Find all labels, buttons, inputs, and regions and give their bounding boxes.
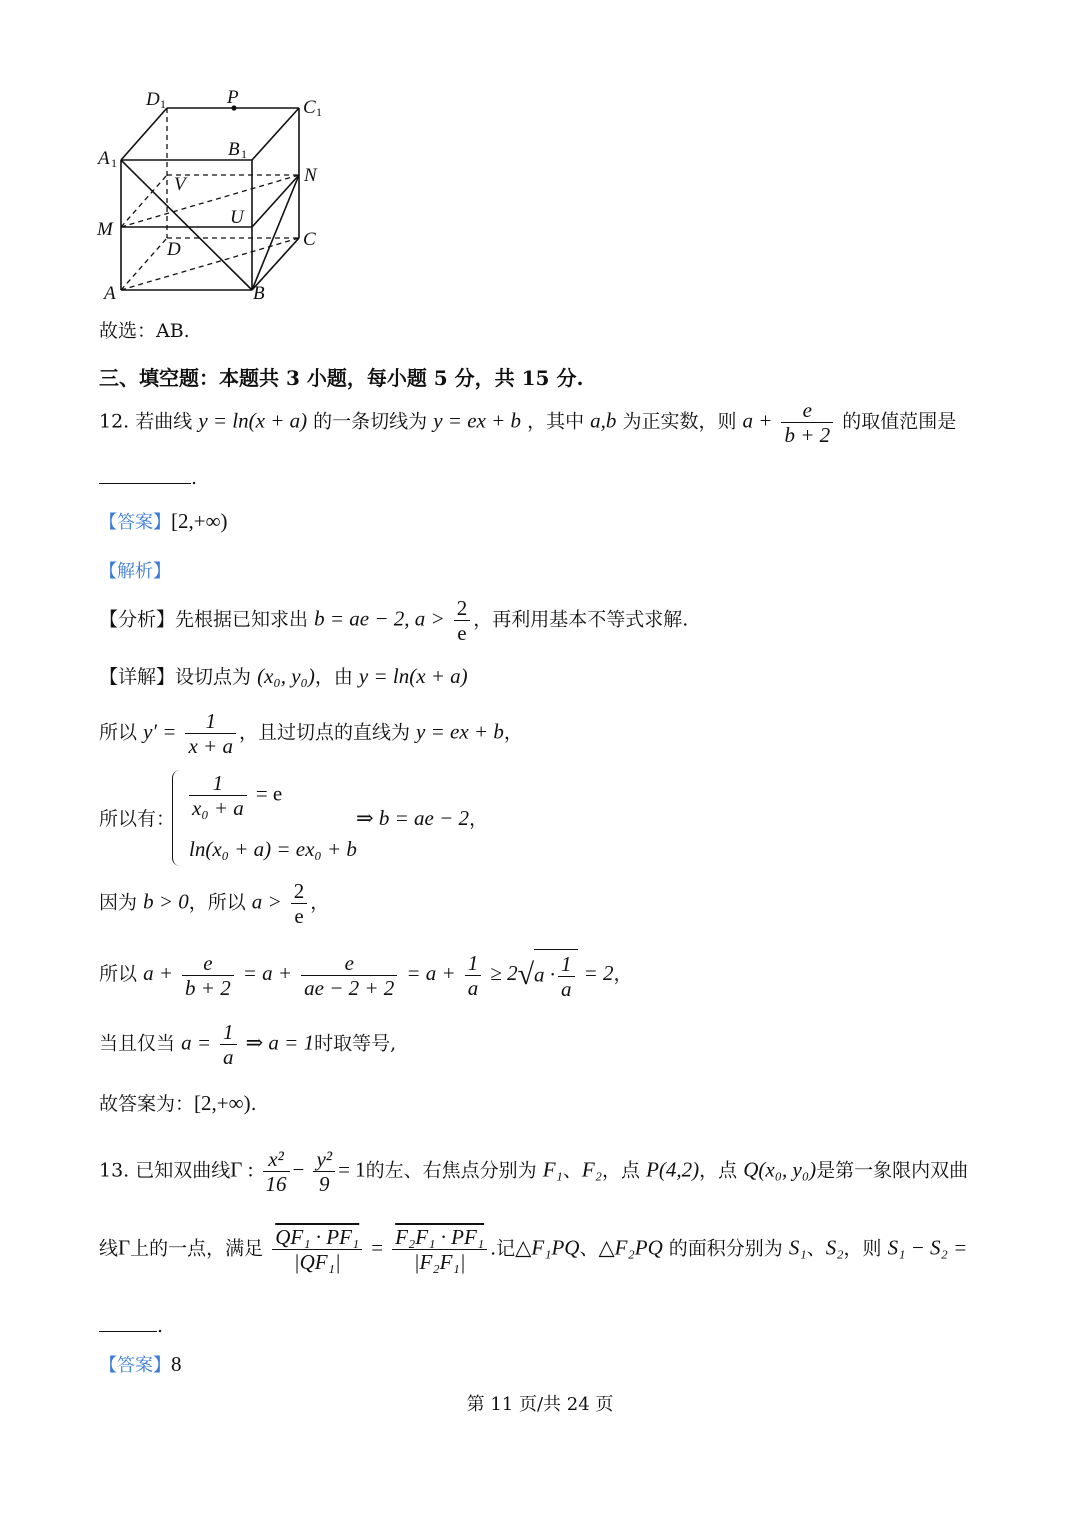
label-c1-sub: 1 [316,105,322,119]
q12-answer-blank: . [99,465,197,491]
q11-conclusion: 故选：AB. [99,320,190,342]
label-b1: B [228,139,240,160]
q12-answer: 【答案】[2,+∞) [99,509,228,533]
label-n: N [304,165,317,186]
label-m: M [97,219,113,240]
label-d: D [167,239,181,260]
q12-analysis-tag: 【解析】 [99,561,171,582]
label-d1-sub: 1 [160,97,166,111]
cube-figure [90,85,330,310]
section-heading: 三、填空题：本题共 3 小题，每小题 5 分，共 15 分. [99,366,584,390]
q12-system-result: ⇒ b = ae − 2， [356,806,489,830]
label-v: V [174,174,186,195]
label-u: U [230,207,244,228]
q12-system-eq2: ln(x₀ + a) = ex₀ + b [189,837,357,861]
q13-stem-line2: 线Γ上的一点，满足 $\frac{\text{QF₁ · PF₁}}{\text{|QF₁|}}$ = $\frac{\text{F₂F₁ · PF₁}}{\text{|F₂F₁|}}$ .记△F₁PQ、△F₂PQ 的面积分别为 S₁、S₂，则 S₁ − S₂ = [99,1225,968,1274]
label-c: C [303,229,316,250]
q13-answer-blank: . [99,1313,163,1339]
label-p: P [227,87,239,108]
q12-fraction: $\frac{e}{b + 2}$ [781,398,833,447]
q12-system-label: 所以有： [99,808,176,830]
label-a1-sub: 1 [111,156,117,170]
label-d1: D [146,89,160,110]
q12-system-eq1: $\frac{1}{\text{x₀ + a}}$ = e [186,771,282,820]
q12-line4: 因为 b > 0，所以 a > $\frac{2}{e}$ ， [99,879,330,928]
label-b1-sub: 1 [241,147,247,161]
q12-xiangjie: 【详解】设切点为 (x₀, y₀)，由 y = ln(x + a) [99,664,468,688]
label-b: B [253,283,265,304]
system-brace [172,770,185,866]
q12-final: 故答案为：[2,+∞). [99,1091,257,1115]
label-a1: A [98,148,110,169]
label-a: A [104,283,116,304]
q12-stem: 12. 若曲线 y = ln(x + a) 的一条切线为 y = ex + b ，其中 a,b 为正实数，则 a + $\frac{e}{b + 2}$ 的取值范围是 [99,398,957,447]
q12-line6: 当且仅当 a = $\frac{1}{a}$ ⇒ a = 1时取等号, [99,1020,397,1069]
page-footer: 第 11 页/共 24 页 [466,1394,614,1415]
q13-stem-line1: 13. 已知双曲线Γ : $\frac{\text{x²}}{16}$ − $\frac{\text{y²}}{9}$ = 1的左、右焦点分别为 F₁、F₂，点 P(4,2)，点 Q(x₀, y₀)是第一象限内双曲 [99,1147,969,1196]
q12-line2: 所以 y′ = $\frac{1}{x + a}$ ，且过切点的直线为 y = ex + b， [99,709,523,758]
label-c1: C [303,97,316,118]
q12-line5: 所以 a + $\frac{e}{b + 2}$ = a + $\frac{e}{ae - 2 + 2}$ = a + $\frac{1}{a}$ ≥ 2√a · $\frac{1}{a}$ = 2， [99,950,633,1001]
q12-fenxi: 【分析】先根据已知求出 b = ae − 2, a > $\frac{2}{e}$ ，再利用基本不等式求解. [99,596,689,645]
sqrt-sign: √ [517,958,535,991]
q13-answer: 【答案】8 [99,1352,182,1376]
